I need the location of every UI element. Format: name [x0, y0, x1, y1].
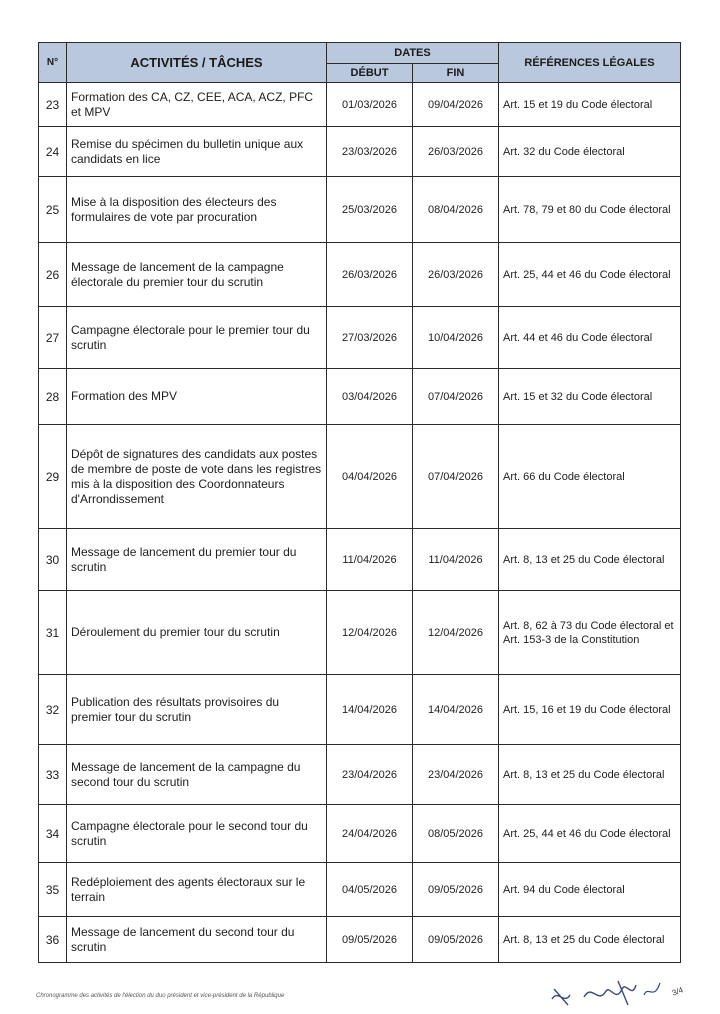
row-number: 28 [39, 369, 67, 425]
legal-reference-cell: Art. 94 du Code électoral [499, 863, 681, 917]
start-date-cell: 26/03/2026 [327, 243, 413, 307]
start-date-cell: 27/03/2026 [327, 307, 413, 369]
start-date-cell: 04/04/2026 [327, 425, 413, 529]
legal-reference-cell: Art. 66 du Code électoral [499, 425, 681, 529]
activity-cell: Mise à la disposition des électeurs des formulaires de vote par procuration [67, 177, 327, 243]
table-row [39, 591, 681, 675]
end-date-cell: 12/04/2026 [413, 591, 499, 675]
row-number: 25 [39, 177, 67, 243]
header-legal-references: RÉFÉRENCES LÉGALES [499, 43, 681, 83]
table-row [39, 805, 681, 863]
activity-cell: Campagne électorale pour le second tour du scrutin [67, 805, 327, 863]
end-date-cell: 26/03/2026 [413, 243, 499, 307]
header-activities: ACTIVITÉS / TÂCHES [67, 43, 327, 83]
activity-cell: Message de lancement du second tour du scrutin [67, 917, 327, 963]
table-row [39, 83, 681, 127]
end-date-cell: 08/05/2026 [413, 805, 499, 863]
legal-reference-cell: Art. 32 du Code électoral [499, 127, 681, 177]
table-row [39, 177, 681, 243]
header-end-date: FIN [413, 64, 499, 83]
table-row [39, 675, 681, 745]
activity-cell: Formation des CA, CZ, CEE, ACA, ACZ, PFC et MPV [67, 83, 327, 127]
start-date-cell: 11/04/2026 [327, 529, 413, 591]
start-date-cell: 25/03/2026 [327, 177, 413, 243]
handwritten-signatures [548, 975, 674, 1011]
row-number: 24 [39, 127, 67, 177]
activity-cell: Message de lancement de la campagne du second tour du scrutin [67, 745, 327, 805]
end-date-cell: 08/04/2026 [413, 177, 499, 243]
table-row [39, 127, 681, 177]
end-date-cell: 09/04/2026 [413, 83, 499, 127]
row-number: 33 [39, 745, 67, 805]
start-date-cell: 09/05/2026 [327, 917, 413, 963]
table-row [39, 425, 681, 529]
legal-reference-cell: Art. 44 et 46 du Code électoral [499, 307, 681, 369]
end-date-cell: 14/04/2026 [413, 675, 499, 745]
end-date-cell: 11/04/2026 [413, 529, 499, 591]
start-date-cell: 03/04/2026 [327, 369, 413, 425]
page-number: 3/4 [670, 985, 685, 998]
row-number: 30 [39, 529, 67, 591]
row-number: 35 [39, 863, 67, 917]
schedule-rows [39, 83, 681, 963]
end-date-cell: 10/04/2026 [413, 307, 499, 369]
activity-cell: Message de lancement de la campagne électorale du premier tour du scrutin [67, 243, 327, 307]
legal-reference-cell: Art. 8, 62 à 73 du Code électoral et Art. 153-3 de la Constitution [499, 591, 681, 675]
table-row [39, 745, 681, 805]
start-date-cell: 01/03/2026 [327, 83, 413, 127]
row-number: 26 [39, 243, 67, 307]
start-date-cell: 23/03/2026 [327, 127, 413, 177]
activity-cell: Redéploiement des agents électoraux sur le terrain [67, 863, 327, 917]
activity-cell: Dépôt de signatures des candidats aux postes de membre de poste de vote dans les registres mis à la disposition des Coordonnateurs d'Arrondissement [67, 425, 327, 529]
table-row [39, 917, 681, 963]
end-date-cell: 07/04/2026 [413, 425, 499, 529]
legal-reference-cell: Art. 15 et 19 du Code électoral [499, 83, 681, 127]
legal-reference-cell: Art. 25, 44 et 46 du Code électoral [499, 805, 681, 863]
table-row [39, 369, 681, 425]
legal-reference-cell: Art. 8, 13 et 25 du Code électoral [499, 529, 681, 591]
end-date-cell: 09/05/2026 [413, 863, 499, 917]
end-date-cell: 23/04/2026 [413, 745, 499, 805]
end-date-cell: 26/03/2026 [413, 127, 499, 177]
legal-reference-cell: Art. 78, 79 et 80 du Code électoral [499, 177, 681, 243]
start-date-cell: 04/05/2026 [327, 863, 413, 917]
end-date-cell: 07/04/2026 [413, 369, 499, 425]
header-dates: DATES [327, 43, 499, 64]
start-date-cell: 24/04/2026 [327, 805, 413, 863]
row-number: 32 [39, 675, 67, 745]
legal-reference-cell: Art. 15, 16 et 19 du Code électoral [499, 675, 681, 745]
row-number: 23 [39, 83, 67, 127]
end-date-cell: 09/05/2026 [413, 917, 499, 963]
legal-reference-cell: Art. 25, 44 et 46 du Code électoral [499, 243, 681, 307]
activity-cell: Publication des résultats provisoires du premier tour du scrutin [67, 675, 327, 745]
start-date-cell: 12/04/2026 [327, 591, 413, 675]
activity-cell: Remise du spécimen du bulletin unique aux candidats en lice [67, 127, 327, 177]
header-start-date: DÉBUT [327, 64, 413, 83]
legal-reference-cell: Art. 8, 13 et 25 du Code électoral [499, 917, 681, 963]
start-date-cell: 14/04/2026 [327, 675, 413, 745]
footer-caption: Chronogramme des activités de l'élection du duo président et vice-président de la République [36, 993, 285, 999]
activity-cell: Campagne électorale pour le premier tour du scrutin [67, 307, 327, 369]
legal-reference-cell: Art. 8, 13 et 25 du Code électoral [499, 745, 681, 805]
row-number: 31 [39, 591, 67, 675]
legal-reference-cell: Art. 15 et 32 du Code électoral [499, 369, 681, 425]
row-number: 29 [39, 425, 67, 529]
table-row [39, 243, 681, 307]
activity-cell: Déroulement du premier tour du scrutin [67, 591, 327, 675]
table-row [39, 307, 681, 369]
row-number: 34 [39, 805, 67, 863]
document-sheet [38, 42, 680, 963]
row-number: 36 [39, 917, 67, 963]
table-row [39, 863, 681, 917]
start-date-cell: 23/04/2026 [327, 745, 413, 805]
activity-cell: Message de lancement du premier tour du scrutin [67, 529, 327, 591]
activity-cell: Formation des MPV [67, 369, 327, 425]
schedule-table [38, 42, 681, 963]
table-row [39, 529, 681, 591]
row-number: 27 [39, 307, 67, 369]
header-number: N° [39, 43, 67, 83]
